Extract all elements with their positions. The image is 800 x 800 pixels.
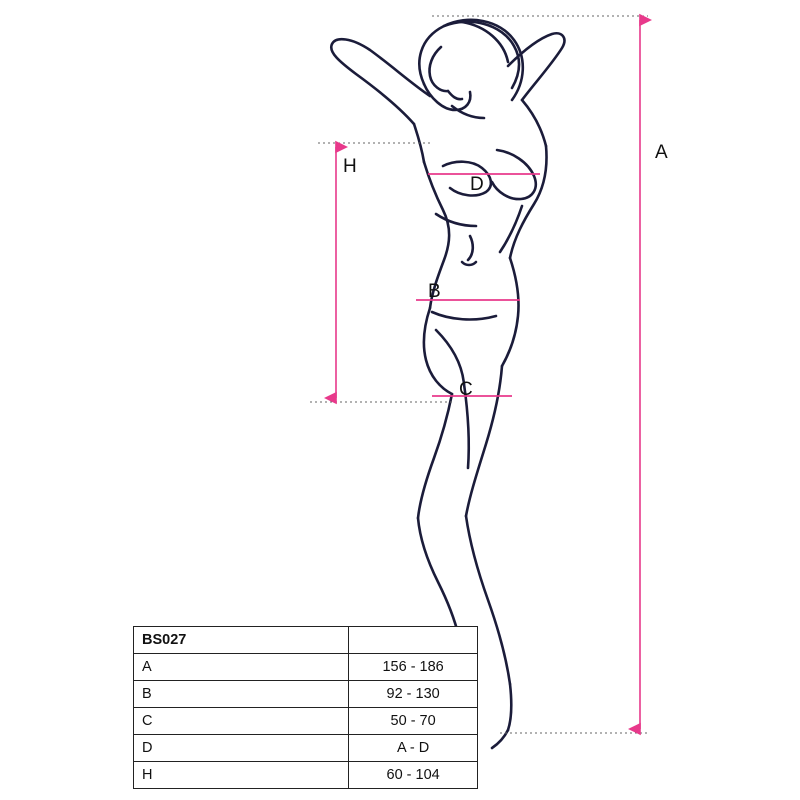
row-key-h: H [134,762,349,789]
table-row [134,654,478,681]
table-row [134,681,478,708]
table-row [134,735,478,762]
table-row [134,762,478,789]
measurement-label-a: A [655,142,668,163]
measurement-label-b: B [428,281,441,302]
size-table [133,626,478,789]
row-key-a: A [134,654,349,681]
row-key-d: D [134,735,349,762]
measurement-label-c: C [459,379,473,400]
table-row-header [134,627,478,654]
measurement-label-d: D [470,174,484,195]
product-code-cell: BS027 [134,627,349,654]
row-value-h: 60 - 104 [349,762,478,789]
product-code-value-cell [349,627,478,654]
row-value-d: A - D [349,735,478,762]
row-key-c: C [134,708,349,735]
row-value-b: 92 - 130 [349,681,478,708]
row-key-b: B [134,681,349,708]
row-value-c: 50 - 70 [349,708,478,735]
table-row [134,708,478,735]
measurement-label-h: H [343,156,357,177]
row-value-a: 156 - 186 [349,654,478,681]
